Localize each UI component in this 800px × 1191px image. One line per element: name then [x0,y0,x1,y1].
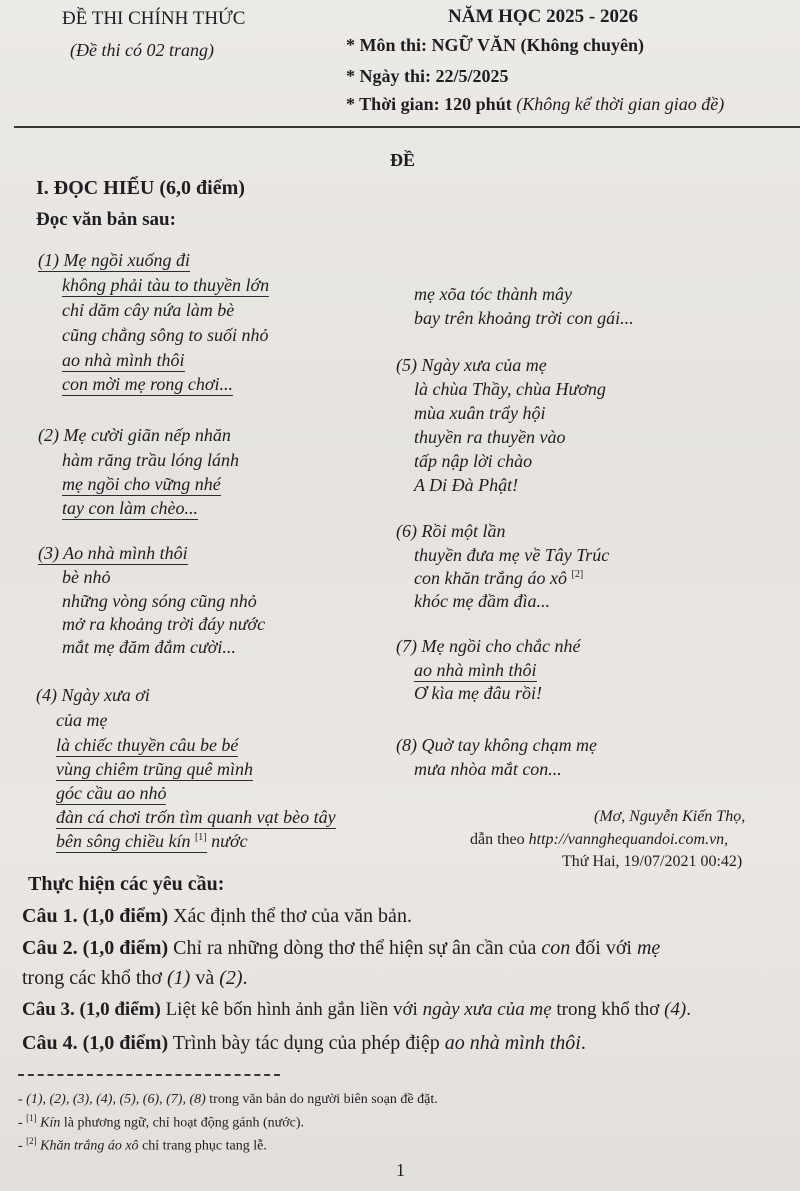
source-author: (Mơ, Nguyễn Kiến Thọ, [594,808,746,825]
poem-line: con khăn trắng áo xô [2] [414,568,584,588]
school-year: NĂM HỌC 2025 - 2026 [448,6,638,27]
source-link: dẫn theo http://vannghequandoi.com.vn, [470,831,729,848]
footnote-marker: [2] [571,569,584,580]
question-1: Câu 1. (1,0 điểm) Xác định thể thơ của văn bản. [22,905,412,927]
header-divider [14,126,800,128]
poem-line: bè nhỏ [62,567,111,587]
poem-line: (5) Ngày xưa của mẹ [396,355,547,375]
poem-line: tấp nập lời chào [414,451,533,471]
poem-line: đàn cá chơi trốn tìm quanh vạt bèo tây [56,807,336,827]
date-label: * Ngày thi: [346,66,431,86]
poem-line: chỉ dăm cây nứa làm bè [62,300,235,320]
page-number: 1 [396,1160,405,1180]
poem-line: khóc mẹ đầm đìa... [414,591,550,611]
poem-line: là chiếc thuyền câu be bé [56,735,239,755]
official-exam-label: ĐỀ THI CHÍNH THỨC [62,8,246,29]
poem-line: con mời mẹ rong chơi... [62,374,234,394]
poem-line: (8) Quờ tay không chạm mẹ [396,735,598,755]
exam-heading: ĐỀ [390,150,416,170]
question-2: Câu 2. (1,0 điểm) Chỉ ra những dòng thơ thể hiện sự ân cần của con đối với mẹ [22,937,661,959]
poem-line: mưa nhòa mắt con... [414,759,562,779]
poem-line: của mẹ [56,710,108,730]
poem-line: thuyền ra thuyền vào [414,427,566,447]
poem-line: bên sông chiều kín [1] nước [56,831,248,851]
poem-line: hàm răng trầu lóng lánh [62,450,240,470]
footnote-1: - (1), (2), (3), (4), (5), (6), (7), (8) trong văn bản do người biên soạn đề đặt. [18,1092,438,1107]
time-line [346,94,724,115]
poem-line: cũng chẳng sông to suối nhỏ [62,325,269,345]
poem-line: góc cầu ao nhỏ [56,783,167,803]
poem-line: không phải tàu to thuyền lớn [62,275,270,295]
poem-line: mẹ ngồi cho vững nhé [62,474,221,494]
subject-value: NGỮ VĂN (Không chuyên) [431,35,645,55]
poem-line: thuyền đưa mẹ về Tây Trúc [414,545,610,565]
date-value: 22/5/2025 [435,66,509,86]
poem-line: mẹ xõa tóc thành mây [414,284,572,304]
poem-line: ao nhà mình thôi [414,660,537,680]
page-count-note: (Đề thi có 02 trang) [70,40,214,60]
poem-line: (7) Mẹ ngồi cho chắc nhé [396,636,581,656]
question-4: Câu 4. (1,0 điểm) Trình bày tác dụng của phép điệp ao nhà mình thôi. [22,1032,586,1054]
time-label: * Thời gian: [346,94,440,114]
footnote-divider [18,1074,280,1076]
poem-line: vùng chiêm trũng quê mình [56,759,253,779]
requirements-title: Thực hiện các yêu cầu: [28,873,225,895]
footnote-2: - [1] Kín là phương ngữ, chỉ hoạt động gánh (nước). [18,1113,305,1131]
question-3: Câu 3. (1,0 điểm) Liệt kê bốn hình ảnh gắn liền với ngày xưa của mẹ trong khổ thơ (4). [22,999,691,1020]
section-title: I. ĐỌC HIỂU (6,0 điểm) [36,177,245,199]
poem-line: (2) Mẹ cười giãn nếp nhăn [38,425,231,445]
poem-line: Ơ kìa mẹ đâu rồi! [414,683,542,703]
poem-line: A Di Đà Phật! [414,475,519,495]
poem-line: bay trên khoảng trời con gái... [414,308,634,328]
footnote-3: - [2] Khăn trắng áo xô chỉ trang phục tang lễ. [18,1136,267,1154]
poem-line: mở ra khoảng trời đáy nước [62,614,266,634]
poem-line: (6) Rồi một lần [396,521,506,541]
poem-line: ao nhà mình thôi [62,350,185,370]
question-2-cont: trong các khổ thơ (1) và (2). [22,967,248,989]
poem-line: mùa xuân trẩy hội [414,403,546,423]
poem-line: tay con làm chèo... [62,498,198,518]
date-line [346,66,509,87]
poem-line: là chùa Thầy, chùa Hương [414,379,606,399]
subject-label: * Môn thi: [346,35,427,55]
time-note: (Không kể thời gian giao đề) [516,94,725,114]
time-value: 120 phút [444,94,512,114]
poem-line: (3) Ao nhà mình thôi [38,543,188,563]
poem-line: những vòng sóng cũng nhỏ [62,591,257,611]
poem-line: mắt mẹ đăm đắm cười... [62,637,236,657]
footnote-marker: [1] [194,832,207,843]
poem-line: (1) Mẹ ngồi xuống đi [38,250,190,270]
subject-line [346,35,644,56]
section-subtitle: Đọc văn bản sau: [36,209,176,230]
source-date: Thứ Hai, 19/07/2021 00:42) [562,853,743,870]
poem-line: (4) Ngày xưa ơi [36,685,150,705]
